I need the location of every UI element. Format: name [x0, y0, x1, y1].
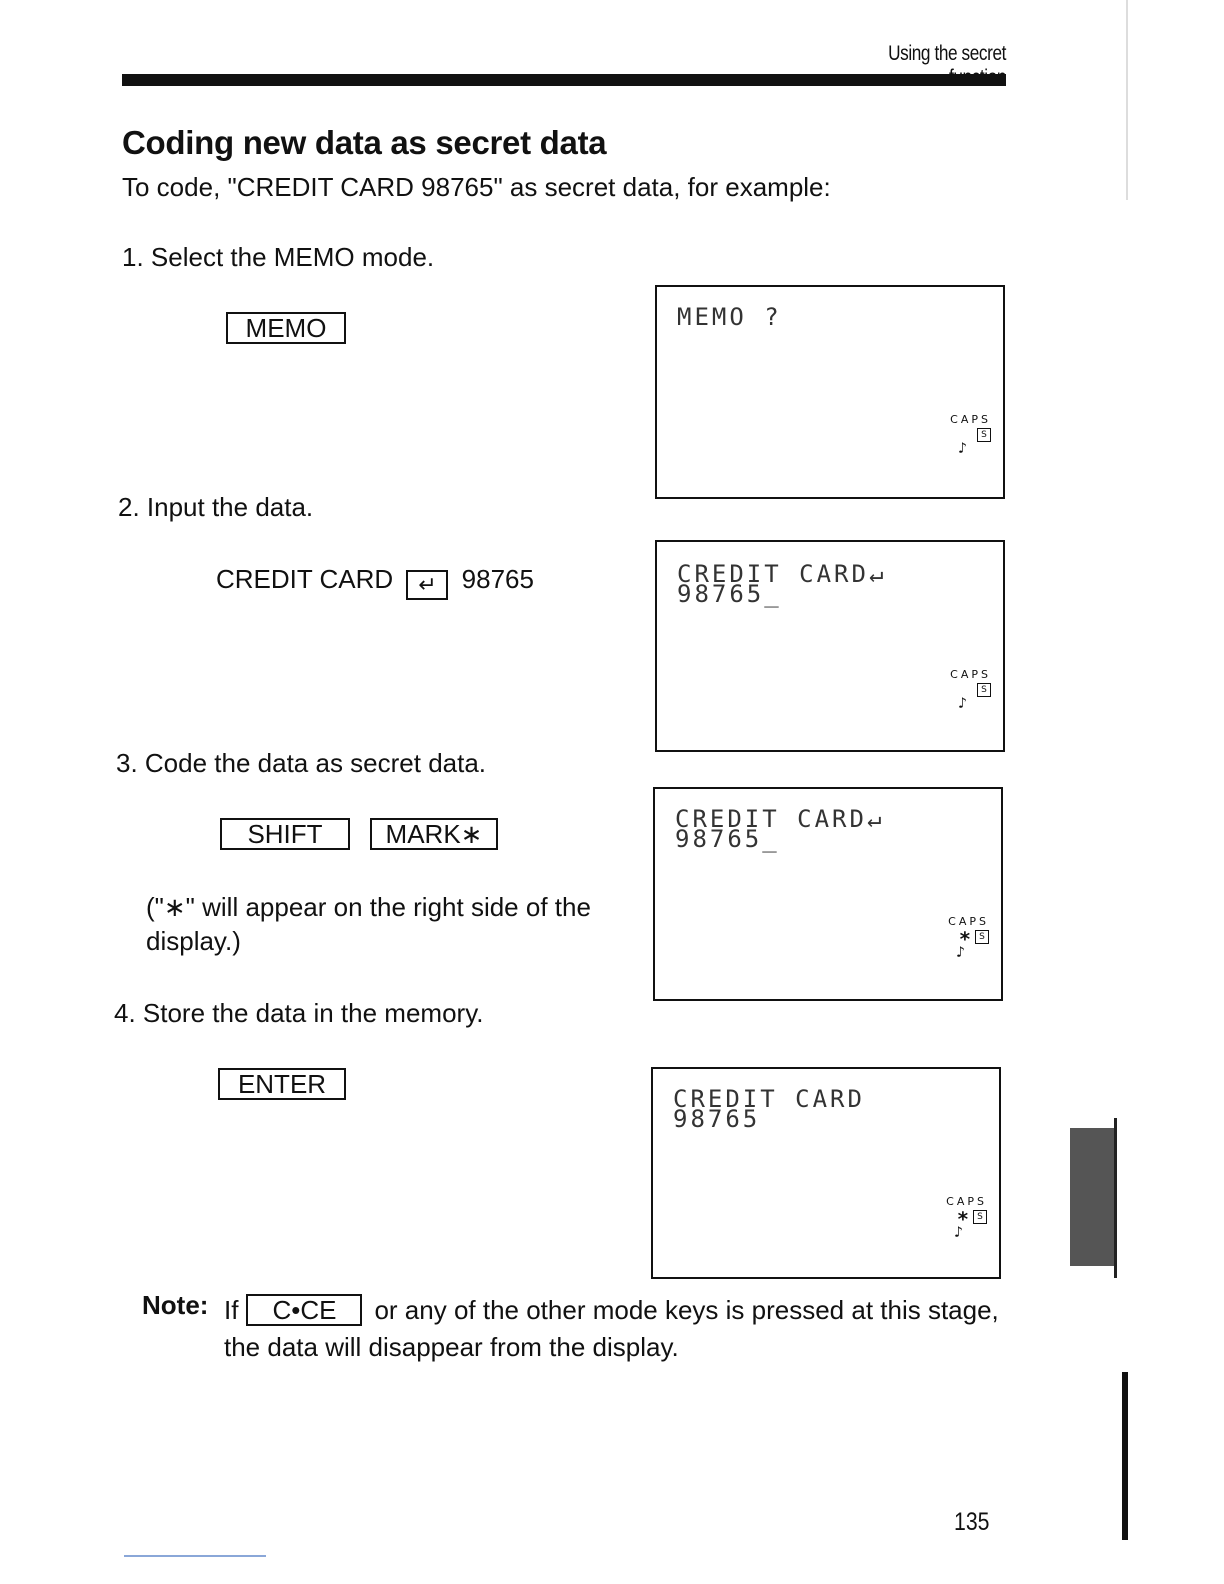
enter-key-icon: ↵ [406, 570, 448, 600]
mark-key: MARK∗ [370, 818, 498, 850]
lcd-line-1: CREDIT CARD↵ [675, 805, 885, 833]
step-1-text: 1. Select the MEMO mode. [122, 242, 435, 272]
secret-star-icon: ∗ [958, 923, 971, 947]
shift-key: SHIFT [220, 818, 350, 850]
music-note-icon: ♪ [955, 943, 965, 961]
page-number: 135 [954, 1508, 990, 1536]
caps-indicator: CAPS [950, 413, 991, 426]
lcd-line-2: 98765 [673, 1105, 761, 1133]
music-note-icon: ♪ [957, 439, 967, 457]
lcd-line-1: MEMO ? [677, 303, 782, 331]
side-scan-line [1126, 0, 1128, 200]
step-4-text: 4. Store the data in the memory. [114, 998, 484, 1028]
section-title: Using the secret [888, 42, 1006, 65]
caps-indicator: CAPS [946, 1195, 987, 1208]
caps-indicator: CAPS [950, 668, 991, 681]
page-heading: Coding new data as secret data [122, 124, 607, 161]
caps-indicator: CAPS [948, 915, 989, 928]
note-label: Note: [142, 1290, 209, 1320]
chapter-tab [1070, 1128, 1116, 1266]
lcd-line-1: CREDIT CARD↵ [677, 560, 887, 588]
cce-key: C•CE [246, 1294, 362, 1326]
lcd-display-4 [651, 1067, 1001, 1279]
header-rule [122, 74, 1006, 86]
footer-underline [124, 1555, 266, 1557]
lcd-display-1 [655, 285, 1005, 499]
lcd-display-3 [653, 787, 1003, 1001]
music-note-icon: ♪ [953, 1223, 963, 1241]
memo-key: MEMO [226, 312, 346, 344]
lcd-line-2: 98765_ [675, 825, 780, 853]
input-text-after: 98765 [461, 564, 534, 594]
secret-s-icon: S [975, 930, 989, 944]
side-edge-line [1114, 1118, 1117, 1278]
secret-s-icon: S [973, 1210, 987, 1224]
intro-text: To code, "CREDIT CARD 98765" as secret data, for example: [122, 172, 831, 202]
note-body: or any of the other mode keys is pressed at this stage, the data will disappear from the display. [224, 1295, 999, 1362]
step-2-text: 2. Input the data. [118, 492, 314, 522]
lcd-display-2 [655, 540, 1005, 752]
lcd-line-1: CREDIT CARD [673, 1085, 865, 1113]
note-prefix: If [224, 1295, 239, 1325]
step-3-note: ("∗" will appear on the right side of the display.) [146, 892, 591, 956]
secret-s-icon: S [977, 428, 991, 442]
secret-s-icon: S [977, 683, 991, 697]
step-3-text: 3. Code the data as secret data. [116, 748, 487, 778]
lcd-line-2: 98765_ [677, 580, 782, 608]
side-edge-line [1122, 1372, 1128, 1540]
note-text [224, 1292, 1004, 1366]
enter-key: ENTER [218, 1068, 346, 1100]
input-text-before: CREDIT CARD [216, 564, 394, 594]
secret-star-icon: ∗ [956, 1203, 969, 1227]
music-note-icon: ♪ [957, 694, 967, 712]
step-2-input [216, 564, 534, 600]
